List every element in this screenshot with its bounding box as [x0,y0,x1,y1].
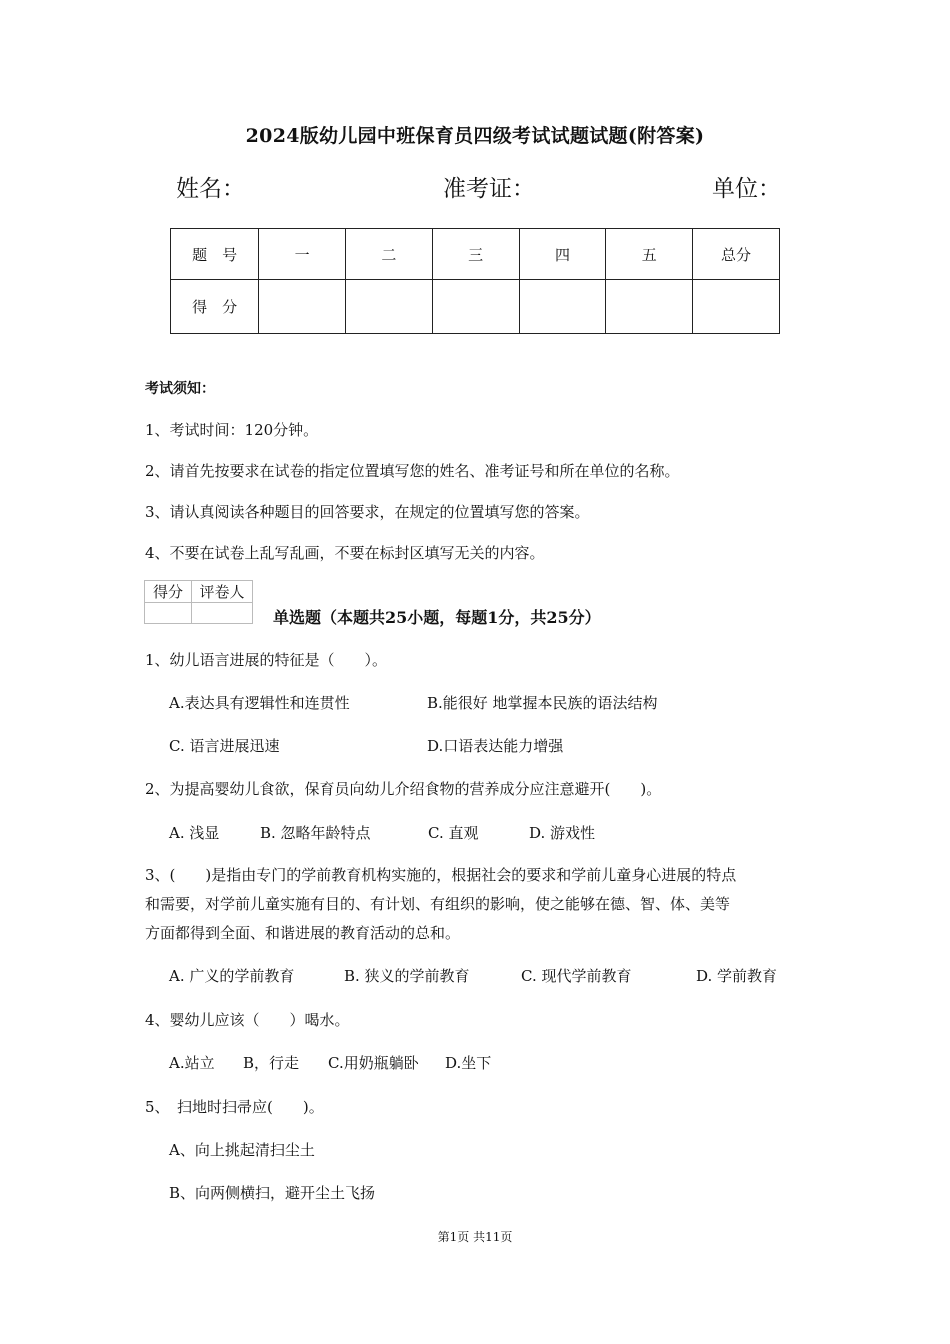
notice-item: 1、考试时间：120分钟。 [145,421,319,439]
question-option: C.用奶瓶躺卧 [328,1054,419,1072]
score-table-score-row [171,280,780,334]
grader-box [144,580,253,624]
score-table-col-2: 二 [346,229,433,280]
question-option: A.表达具有逻辑性和连贯性 [169,694,350,712]
question-option: D. 游戏性 [529,824,596,842]
question-option: A. 浅显 [169,824,220,842]
question-stem-line: 3、( )是指由专门的学前教育机构实施的，根据社会的要求和学前儿童身心进展的特点 [145,866,737,884]
question-option: C. 现代学前教育 [521,967,632,985]
question-option: B.能很好 地掌握本民族的语法结构 [427,694,658,712]
page-title: 2024版幼儿园中班保育员四级考试试题试题(附答案) [245,125,705,147]
notice-item: 3、请认真阅读各种题目的回答要求，在规定的位置填写您的答案。 [145,503,590,521]
question-stem: 4、婴幼儿应该（ ）喝水。 [145,1011,350,1029]
notice-item: 2、请首先按要求在试卷的指定位置填写您的姓名、准考证号和所在单位的名称。 [145,462,680,480]
question-stem: 1、幼儿语言进展的特征是（ ）。 [145,651,388,669]
grader-score-label: 得分 [145,581,192,603]
score-cell[interactable] [693,280,780,334]
grader-score-cell[interactable] [145,603,192,624]
score-cell[interactable] [432,280,519,334]
score-cell[interactable] [519,280,606,334]
question-stem: 2、为提高婴幼儿食欲，保育员向幼儿介绍食物的营养成分应注意避开( )。 [145,780,662,798]
question-option: B. 狭义的学前教育 [344,967,470,985]
score-table-col-3: 三 [432,229,519,280]
question-stem-line: 方面都得到全面、和谐进展的教育活动的总和。 [145,924,461,942]
score-table-header-label: 题 号 [171,229,259,280]
question-option: B. 忽略年龄特点 [260,824,371,842]
unit-field-label: 单位： [712,176,781,202]
notice-item: 4、不要在试卷上乱写乱画，不要在标封区填写无关的内容。 [145,544,545,562]
score-table [170,228,780,334]
exam-id-field-label: 准考证： [443,176,535,202]
question-option: A、向上挑起清扫尘土 [169,1141,315,1159]
score-cell[interactable] [259,280,346,334]
score-table-header-row [171,229,780,280]
section-title: 单选题（本题共25小题，每题1分，共25分） [273,608,601,627]
question-option: A. 广义的学前教育 [169,967,295,985]
score-table-score-label: 得 分 [171,280,259,334]
score-table-col-4: 四 [519,229,606,280]
grader-reviewer-label: 评卷人 [192,581,253,603]
score-cell[interactable] [606,280,693,334]
question-option: D.口语表达能力增强 [427,737,564,755]
notice-heading: 考试须知： [145,381,215,397]
question-option: B，行走 [243,1054,300,1072]
question-option: D. 学前教育 [696,967,778,985]
score-cell[interactable] [346,280,433,334]
question-option: B、向两侧横扫，避开尘土飞扬 [169,1184,376,1202]
score-table-col-total: 总分 [693,229,780,280]
score-table-col-5: 五 [606,229,693,280]
page-footer: 第1页 共11页 [437,1230,513,1244]
question-stem-line: 和需要，对学前儿童实施有目的、有计划、有组织的影响，使之能够在德、智、体、美等 [145,895,731,913]
question-option: C. 语言进展迅速 [169,737,280,755]
question-stem: 5、 扫地时扫帚应( )。 [145,1098,324,1116]
grader-reviewer-cell[interactable] [192,603,253,624]
score-table-col-1: 一 [259,229,346,280]
name-field-label: 姓名： [176,176,245,202]
question-option: A.站立 [169,1054,215,1072]
question-option: D.坐下 [445,1054,492,1072]
question-option: C. 直观 [428,824,479,842]
